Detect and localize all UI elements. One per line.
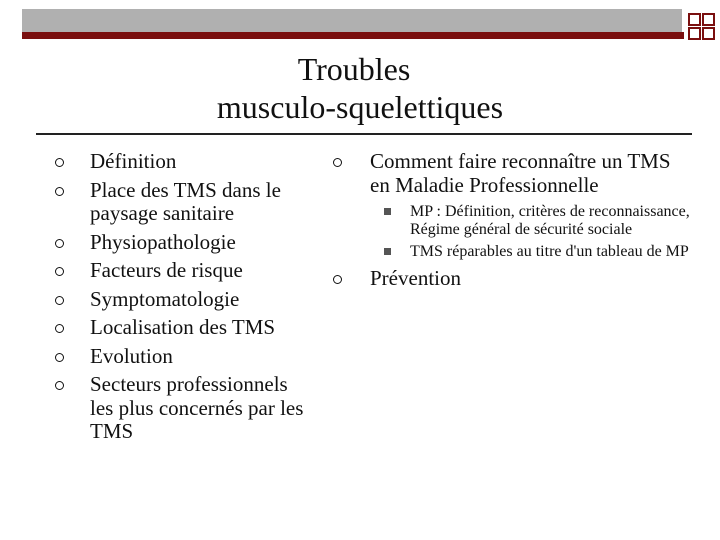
list-item-text: Définition (90, 149, 177, 173)
sub-bullet-list (374, 203, 690, 261)
circle-bullet-icon (55, 353, 64, 362)
list-item-text: Comment faire reconnaître un TMS en Maladie Professionnelle (370, 149, 671, 197)
circle-bullet-icon (55, 239, 64, 248)
right-bullet-list (330, 150, 690, 291)
decor-square (702, 27, 715, 40)
left-column (52, 150, 312, 449)
circle-bullet-icon (55, 296, 64, 305)
list-item-text: Secteurs professionnels les plus concernés par les TMS (90, 372, 304, 443)
list-item-text: Place des TMS dans le paysage sanitaire (90, 177, 281, 225)
list-item (330, 267, 690, 291)
sub-list-item (374, 203, 690, 239)
circle-bullet-icon (333, 158, 342, 167)
top-decoration-bar (22, 9, 712, 38)
square-bullet-icon (384, 248, 391, 255)
top-red-band (22, 32, 684, 39)
top-gray-band (22, 9, 682, 32)
slide-title (0, 50, 720, 126)
list-item (52, 373, 312, 444)
list-item (52, 316, 312, 340)
right-column (330, 150, 690, 296)
title-line-1: Troubles (297, 51, 411, 87)
decor-square (688, 27, 701, 40)
decor-square (688, 13, 701, 26)
list-item (52, 150, 312, 174)
list-item (52, 288, 312, 312)
list-item (52, 231, 312, 255)
list-item-text: Localisation des TMS (90, 315, 276, 339)
circle-bullet-icon (55, 324, 64, 333)
list-item (52, 345, 312, 369)
list-item-text: Facteurs de risque (90, 258, 243, 282)
left-bullet-list (52, 150, 312, 444)
circle-bullet-icon (55, 187, 64, 196)
list-item-text: Symptomatologie (90, 286, 240, 311)
list-item-text: Prévention (370, 266, 461, 290)
circle-bullet-icon (55, 158, 64, 167)
list-item-text: Physiopathologie (90, 229, 236, 254)
title-line-2: musculo-squelettiques (216, 89, 504, 125)
list-item (52, 259, 312, 283)
circle-bullet-icon (55, 381, 64, 390)
sub-list-item (374, 243, 690, 261)
list-item-text: Evolution (90, 343, 173, 368)
square-bullet-icon (384, 208, 391, 215)
sub-list-item-text: MP : Définition, critères de reconnaissance, Régime général de sécurité sociale (410, 203, 690, 238)
sub-list-item-text: TMS réparables au titre d'un tableau de MP (410, 243, 689, 260)
circle-bullet-icon (55, 267, 64, 276)
title-divider (36, 133, 692, 135)
circle-bullet-icon (333, 275, 342, 284)
list-item (52, 179, 312, 226)
decor-square (702, 13, 715, 26)
list-item (330, 150, 690, 261)
